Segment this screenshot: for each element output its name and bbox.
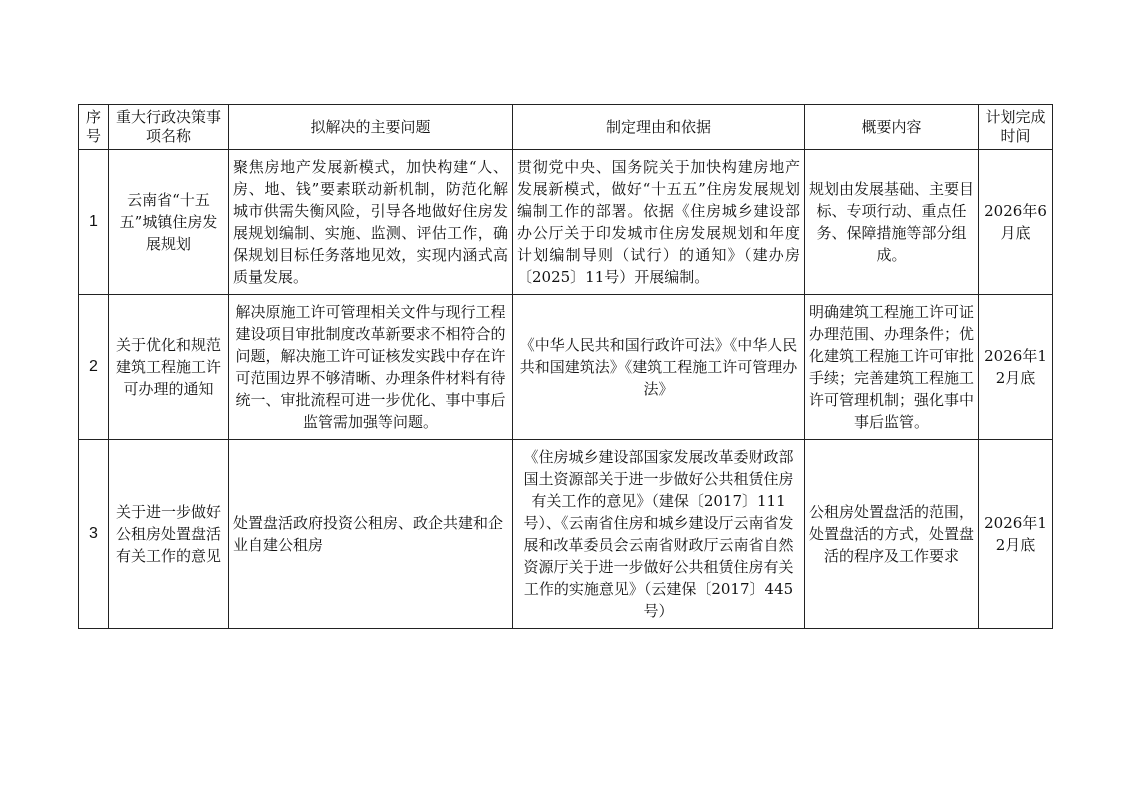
cell-problem: 处置盘活政府投资公租房、政企共建和企业自建公租房 (229, 440, 513, 629)
cell-basis: 《中华人民共和国行政许可法》《中华人民共和国建筑法》《建筑工程施工许可管理办法》 (513, 295, 805, 440)
table-row (79, 295, 1053, 440)
cell-deadline: 2026年6月底 (979, 150, 1053, 295)
table-row (79, 150, 1053, 295)
cell-deadline: 2026年12月底 (979, 440, 1053, 629)
cell-name: 云南省“十五五”城镇住房发展规划 (109, 150, 229, 295)
cell-problem: 聚焦房地产发展新模式，加快构建“人、房、地、钱”要素联动新机制，防范化解城市供需失衡风险，引导各地做好住房发展规划编制、实施、监测、评估工作，确保规划目标任务落地见效，实现内涵式高质量发展。 (229, 150, 513, 295)
cell-summary: 规划由发展基础、主要目标、专项行动、重点任务、保障措施等部分组成。 (805, 150, 979, 295)
decision-items-table (78, 104, 1053, 629)
cell-name: 关于进一步做好公租房处置盘活有关工作的意见 (109, 440, 229, 629)
header-problem: 拟解决的主要问题 (229, 105, 513, 150)
header-deadline: 计划完成时间 (979, 105, 1053, 150)
cell-summary: 明确建筑工程施工许可证办理范围、办理条件；优化建筑工程施工许可审批手续；完善建筑工程施工许可管理机制；强化事中事后监管。 (805, 295, 979, 440)
cell-deadline: 2026年12月底 (979, 295, 1053, 440)
cell-basis: 贯彻党中央、国务院关于加快构建房地产发展新模式，做好“十五五”住房发展规划编制工作的部署。依据《住房城乡建设部办公厅关于印发城市住房发展规划和年度计划编制导则（试行）的通知》（建办房〔2025〕11号）开展编制。 (513, 150, 805, 295)
header-name: 重大行政决策事项名称 (109, 105, 229, 150)
cell-name: 关于优化和规范建筑工程施工许可办理的通知 (109, 295, 229, 440)
cell-summary: 公租房处置盘活的范围，处置盘活的方式，处置盘活的程序及工作要求 (805, 440, 979, 629)
table-row (79, 440, 1053, 629)
cell-seq: 3 (79, 440, 109, 629)
cell-seq: 2 (79, 295, 109, 440)
header-seq: 序号 (79, 105, 109, 150)
header-basis: 制定理由和依据 (513, 105, 805, 150)
cell-problem: 解决原施工许可管理相关文件与现行工程建设项目审批制度改革新要求不相符合的问题，解决施工许可证核发实践中存在许可范围边界不够清晰、办理条件材料有待统一、审批流程可进一步优化、事中事后监管需加强等问题。 (229, 295, 513, 440)
cell-basis: 《住房城乡建设部国家发展改革委财政部国土资源部关于进一步做好公共租赁住房有关工作的意见》（建保〔2017〕111号）、《云南省住房和城乡建设厅云南省发展和改革委员会云南省财政厅云南省自然资源厅关于进一步做好公共租赁住房有关工作的实施意见》（云建保〔2017〕445号） (513, 440, 805, 629)
table-header-row (79, 105, 1053, 150)
cell-seq: 1 (79, 150, 109, 295)
header-summary: 概要内容 (805, 105, 979, 150)
